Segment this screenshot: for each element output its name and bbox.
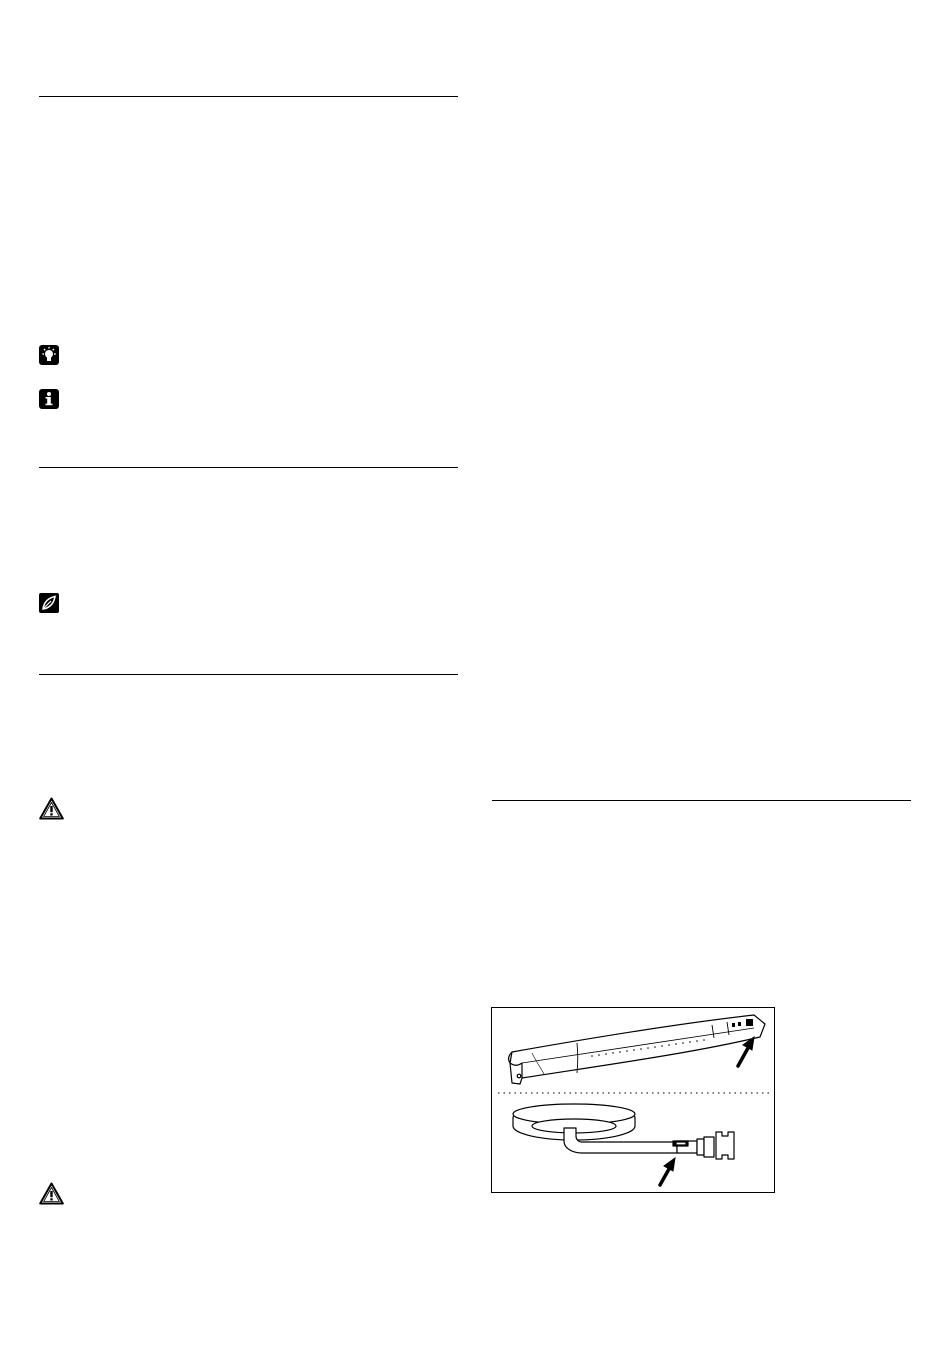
warning-triangle-icon [39,1182,64,1205]
burner-figure [491,1007,775,1193]
section-divider-1 [39,96,458,97]
warning-triangle-icon [39,797,64,820]
lightbulb-icon [39,345,59,365]
section-divider-3 [39,674,458,675]
round-burner [513,1104,734,1159]
section-divider-2 [39,467,458,468]
leaf-icon [39,593,59,613]
tube-burner [509,1015,765,1084]
info-icon [39,389,59,409]
arrow-icon [660,1158,675,1185]
section-divider-4 [492,800,911,801]
